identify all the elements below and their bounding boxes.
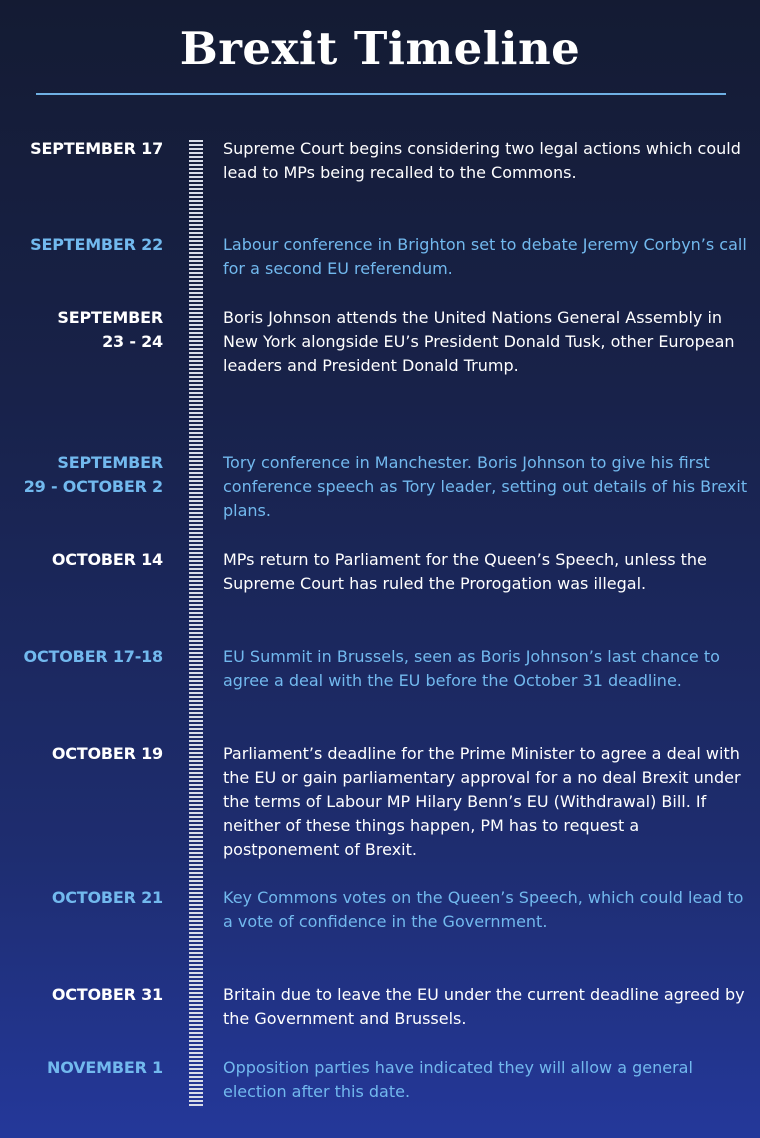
entry-description: Opposition parties have indicated they will allow a general election after this date.: [223, 1058, 693, 1101]
entry-description: Key Commons votes on the Queen’s Speech, which could lead to a vote of confidence in the Government.: [223, 888, 744, 931]
entry-date: OCTOBER 31: [51, 985, 163, 1004]
entry-date: SEPTEMBER 23 - 24: [57, 308, 163, 351]
entry-description: Britain due to leave the EU under the current deadline agreed by the Government and Brussels.: [223, 985, 745, 1028]
entry-description: Parliament’s deadline for the Prime Minister to agree a deal with the EU or gain parliamentary approval for a no deal Brexit under the terms of Labour MP Hilary Benn’s EU (Withdrawal) Bill. If neither of these things happen, PM has to request a postponement of Brexit.: [223, 744, 741, 859]
title-divider: [36, 93, 726, 95]
entry-date: OCTOBER 21: [51, 888, 163, 907]
entry-date: SEPTEMBER 17: [30, 139, 163, 158]
entry-date: SEPTEMBER 22: [30, 235, 163, 254]
entry-description: EU Summit in Brussels, seen as Boris Johnson’s last chance to agree a deal with the EU before the October 31 deadline.: [223, 647, 720, 690]
entry-description: Tory conference in Manchester. Boris Johnson to give his first conference speech as Tory leader, setting out details of his Brexit plans.: [223, 453, 748, 520]
entry-date: NOVEMBER 1: [47, 1058, 163, 1077]
entry-description: MPs return to Parliament for the Queen’s Speech, unless the Supreme Court has ruled the Prorogation was illegal.: [223, 550, 707, 593]
entry-description: Boris Johnson attends the United Nations General Assembly in New York alongside EU’s President Donald Tusk, other European leaders and President Donald Trump.: [223, 308, 735, 375]
page-title: Brexit Timeline: [179, 22, 581, 75]
entry-date: SEPTEMBER 29 - OCTOBER 2: [23, 453, 163, 496]
entry-date: OCTOBER 17-18: [23, 647, 163, 666]
entry-description: Labour conference in Brighton set to debate Jeremy Corbyn’s call for a second EU referendum.: [223, 235, 747, 278]
entry-date: OCTOBER 14: [51, 550, 163, 569]
timeline-axis: [189, 140, 203, 1106]
entry-date: OCTOBER 19: [51, 744, 163, 763]
entry-description: Supreme Court begins considering two legal actions which could lead to MPs being recalled to the Commons.: [223, 139, 741, 182]
